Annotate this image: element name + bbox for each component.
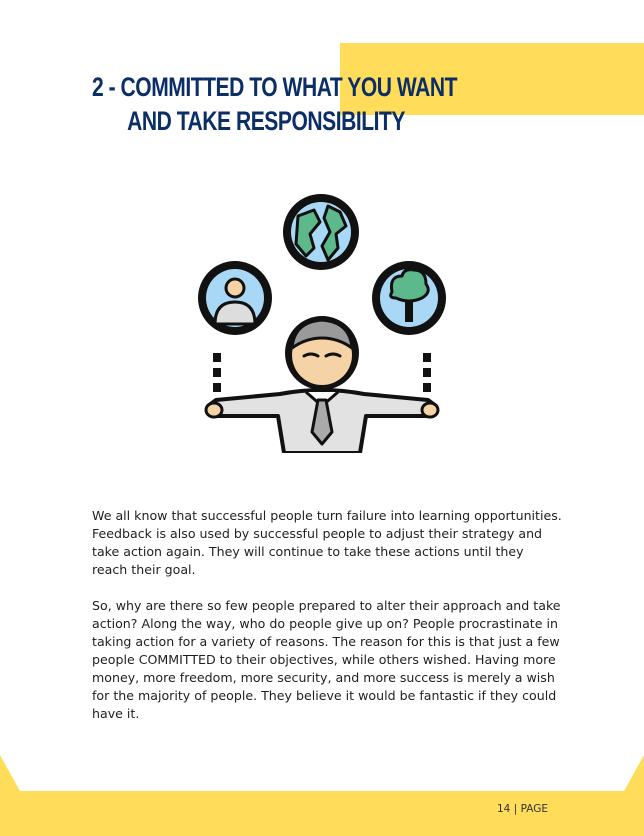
paragraph-1: We all know that successful people turn failure into learning opportunities. Feedback is also used by successful people to adjust their strategy and take action again. They will continue to take these actions until they reach their goal. — [92, 508, 562, 577]
body-text — [92, 507, 562, 741]
paragraph-2: So, why are there so few people prepared to alter their approach and take action? Along the way, who do people give up on? People procrastinate in taking action for a variety of reasons. The reason for this is that just a few people COMMITTED to their objectives, while others wished. Having more money, more freedom, more security, and more success is merely a wish for the majority of people. They believe it would be fantastic if they could have it. — [92, 598, 561, 721]
dashed-connector-right — [423, 353, 431, 392]
businessman-illustration — [188, 188, 456, 453]
person-icon — [198, 261, 272, 335]
title-line-1: 2 - COMMITTED TO WHAT YOU WANT — [92, 72, 458, 102]
title-line-2: AND TAKE RESPONSIBILITY — [127, 106, 405, 136]
page-number: 14 | PAGE — [497, 803, 549, 815]
footer-band — [0, 755, 644, 836]
tree-icon — [372, 261, 446, 335]
page-title — [92, 70, 457, 138]
globe-icon — [283, 194, 359, 270]
dashed-connector-left — [213, 353, 221, 392]
businessman-icon — [206, 316, 438, 453]
